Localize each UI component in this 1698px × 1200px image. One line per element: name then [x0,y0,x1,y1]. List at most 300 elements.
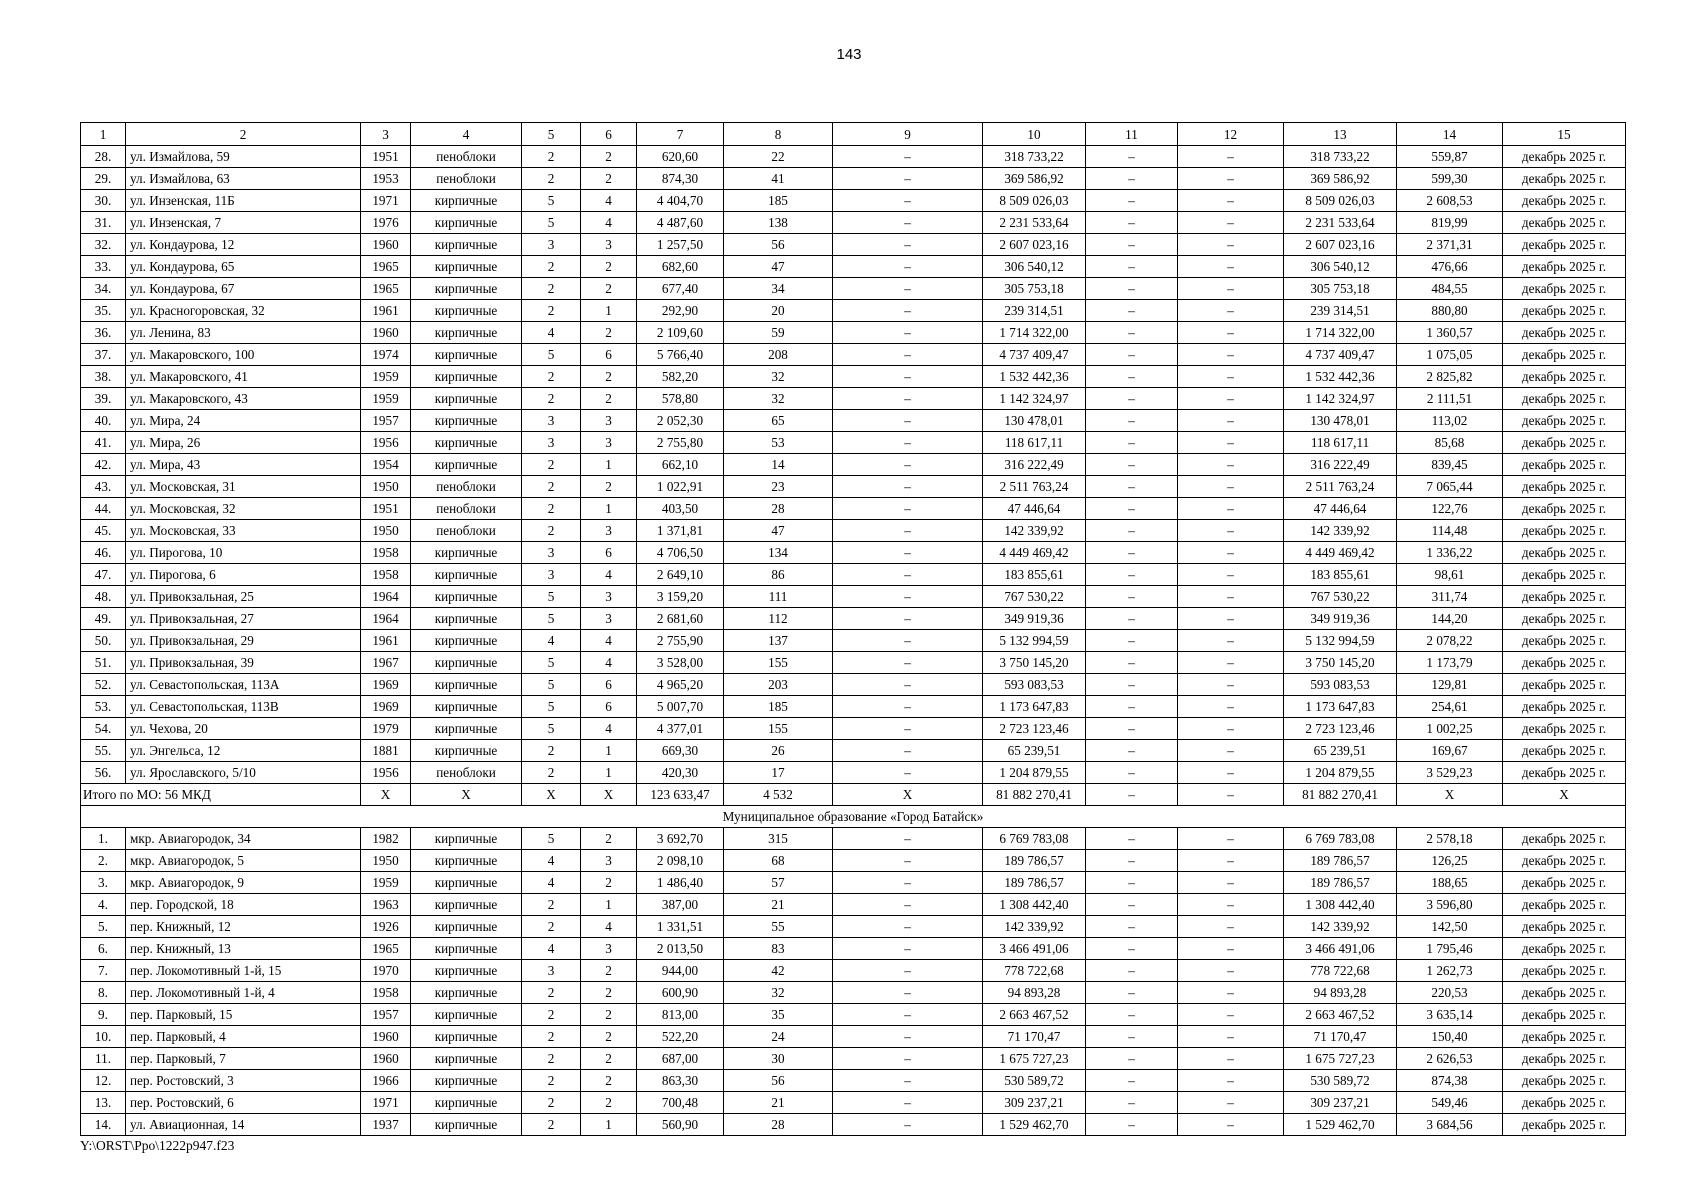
table-cell: 3 596,80 [1397,894,1503,916]
table-cell: – [1178,454,1284,476]
table-cell: 5 [522,212,581,234]
table-cell: 1976 [361,212,411,234]
table-cell: 5 [522,123,581,146]
table-cell: 17 [724,762,833,784]
table-cell: 1957 [361,410,411,432]
table-cell: 5 [522,190,581,212]
table-cell: 11 [1086,123,1178,146]
table-cell: 2 [581,1004,637,1026]
table-cell: 9. [81,1004,126,1026]
table-cell: – [1086,564,1178,586]
table-cell: 1 [581,1114,637,1136]
table-cell: декабрь 2025 г. [1503,1070,1626,1092]
table-cell: декабрь 2025 г. [1503,960,1626,982]
table-cell: 6 [581,696,637,718]
table-cell: 2 [581,982,637,1004]
table-cell: – [1178,894,1284,916]
table-cell: – [1086,960,1178,982]
table-cell: кирпичные [411,366,522,388]
table-cell: – [833,630,983,652]
table-cell: – [1178,476,1284,498]
table-cell: 47 [724,520,833,542]
table-cell: 126,25 [1397,850,1503,872]
table-cell: 183 855,61 [1284,564,1397,586]
table-cell: 582,20 [637,366,724,388]
table-cell: – [833,1004,983,1026]
table-cell: ул. Московская, 31 [126,476,361,498]
table-row [81,520,1626,542]
table-cell: 188,65 [1397,872,1503,894]
table-cell: – [1178,168,1284,190]
table-cell: 1961 [361,630,411,652]
table-cell: 8 509 026,03 [1284,190,1397,212]
table-cell: 2 [581,366,637,388]
table-cell: 47 446,64 [983,498,1086,520]
table-cell: декабрь 2025 г. [1503,696,1626,718]
table-cell: кирпичные [411,278,522,300]
table-cell: 1 714 322,00 [983,322,1086,344]
table-cell: декабрь 2025 г. [1503,256,1626,278]
table-cell: 30 [724,1048,833,1070]
table-cell: 4 377,01 [637,718,724,740]
table-cell: 32 [724,982,833,1004]
table-cell: 31. [81,212,126,234]
table-cell: ул. Севастопольская, 113В [126,696,361,718]
table-cell: – [1178,1026,1284,1048]
table-cell: 1982 [361,828,411,850]
table-row [81,652,1626,674]
table-cell: 2 [581,278,637,300]
table-cell: декабрь 2025 г. [1503,938,1626,960]
table-cell: – [833,894,983,916]
table-cell: декабрь 2025 г. [1503,168,1626,190]
table-cell: 142,50 [1397,916,1503,938]
table-cell: – [1178,586,1284,608]
table-cell: 2 578,18 [1397,828,1503,850]
table-cell: – [1178,432,1284,454]
table-cell: 813,00 [637,1004,724,1026]
table-cell: декабрь 2025 г. [1503,146,1626,168]
table-cell: кирпичные [411,344,522,366]
table-cell: – [1178,674,1284,696]
table-row [81,542,1626,564]
table-cell: – [833,1048,983,1070]
table-cell: 387,00 [637,894,724,916]
table-cell: 4 [522,938,581,960]
table-cell: 3 [522,432,581,454]
table-cell: пер. Парковый, 15 [126,1004,361,1026]
table-cell: 2 626,53 [1397,1048,1503,1070]
table-cell: 13. [81,1092,126,1114]
table-cell: 142 339,92 [1284,520,1397,542]
table-cell: Х [522,784,581,806]
table-cell: 52. [81,674,126,696]
table-cell: кирпичные [411,322,522,344]
table-cell: – [833,234,983,256]
data-table [80,122,1626,1136]
table-cell: 47. [81,564,126,586]
table-cell: 1 [581,762,637,784]
table-cell: кирпичные [411,718,522,740]
table-cell: 53. [81,696,126,718]
table-cell: 9 [833,123,983,146]
table-cell: – [1086,894,1178,916]
table-cell: 3 750 145,20 [983,652,1086,674]
table-cell: Х [1397,784,1503,806]
table-cell: 4 706,50 [637,542,724,564]
table-cell: – [833,938,983,960]
total-row [81,784,1626,806]
table-cell: 1959 [361,388,411,410]
table-cell: 4 [522,850,581,872]
table-cell: ул. Мира, 43 [126,454,361,476]
table-cell: 1960 [361,234,411,256]
table-row [81,630,1626,652]
table-row [81,388,1626,410]
table-cell: 578,80 [637,388,724,410]
table-cell: 2 [126,123,361,146]
table-cell: ул. Красногоровская, 32 [126,300,361,322]
table-cell: Итого по МО: 56 МКД [81,784,361,806]
table-cell: – [1178,960,1284,982]
table-cell: ул. Кондаурова, 12 [126,234,361,256]
table-cell: 71 170,47 [1284,1026,1397,1048]
table-cell: – [1086,982,1178,1004]
table-cell: 318 733,22 [1284,146,1397,168]
table-cell: кирпичные [411,300,522,322]
table-cell: – [1086,784,1178,806]
table-cell: 22 [724,146,833,168]
table-row [81,718,1626,740]
table-cell: 2 098,10 [637,850,724,872]
table-cell: – [1178,410,1284,432]
table-cell: 138 [724,212,833,234]
table-cell: 484,55 [1397,278,1503,300]
table-cell: 169,67 [1397,740,1503,762]
table-cell: – [1086,168,1178,190]
table-cell: 522,20 [637,1026,724,1048]
table-cell: 2 825,82 [1397,366,1503,388]
table-cell: 1 022,91 [637,476,724,498]
table-cell: 57 [724,872,833,894]
table-cell: – [833,278,983,300]
table-cell: 700,48 [637,1092,724,1114]
table-cell: 50. [81,630,126,652]
table-cell: 5 [522,652,581,674]
table-cell: 38. [81,366,126,388]
table-cell: 2 [581,168,637,190]
table-cell: 349 919,36 [983,608,1086,630]
table-cell: 24 [724,1026,833,1048]
table-cell: 42 [724,960,833,982]
table-cell: 2 [522,762,581,784]
table-cell: 1 532 442,36 [1284,366,1397,388]
table-cell: ул. Пирогова, 10 [126,542,361,564]
table-cell: – [1086,146,1178,168]
table-cell: 12. [81,1070,126,1092]
table-cell: 2 [522,1114,581,1136]
table-cell: кирпичные [411,388,522,410]
table-cell: 2 [581,388,637,410]
table-cell: 2 755,80 [637,432,724,454]
table-cell: – [1178,300,1284,322]
table-cell: 2 755,90 [637,630,724,652]
table-cell: – [1086,366,1178,388]
table-cell: 71 170,47 [983,1026,1086,1048]
table-cell: 1961 [361,300,411,322]
table-cell: 254,61 [1397,696,1503,718]
table-cell: 5 [522,344,581,366]
table-row [81,190,1626,212]
table-cell: 3 684,56 [1397,1114,1503,1136]
table-row [81,168,1626,190]
table-cell: – [833,520,983,542]
table-row [81,608,1626,630]
table-cell: кирпичные [411,1048,522,1070]
table-cell: пеноблоки [411,762,522,784]
table-row [81,1004,1626,1026]
table-cell: 1 336,22 [1397,542,1503,564]
table-cell: 2 [522,366,581,388]
table-cell: кирпичные [411,190,522,212]
table-row [81,1070,1626,1092]
table-cell: 1 675 727,23 [983,1048,1086,1070]
table-cell: – [1178,762,1284,784]
table-cell: – [833,1026,983,1048]
table-cell: 86 [724,564,833,586]
table-cell: Х [1503,784,1626,806]
table-cell: 65 [724,410,833,432]
table-cell: 2 [522,982,581,1004]
file-path-footer: Y:\ORST\Ppo\1222p947.f23 [80,1138,235,1153]
table-cell: пеноблоки [411,498,522,520]
table-cell: 1 529 462,70 [983,1114,1086,1136]
table-cell: 4 [411,123,522,146]
table-cell: 2 371,31 [1397,234,1503,256]
table-cell: кирпичные [411,872,522,894]
table-cell: 189 786,57 [1284,872,1397,894]
table-cell: 47 446,64 [1284,498,1397,520]
table-cell: декабрь 2025 г. [1503,322,1626,344]
table-cell: 14. [81,1114,126,1136]
table-cell: 6 769 783,08 [983,828,1086,850]
table-cell: 3 [522,542,581,564]
table-cell: 32 [724,388,833,410]
table-cell: 4 [581,212,637,234]
table-cell: пер. Локомотивный 1-й, 15 [126,960,361,982]
table-cell: – [1178,542,1284,564]
table-cell: 1969 [361,674,411,696]
table-cell: декабрь 2025 г. [1503,916,1626,938]
table-cell: – [833,608,983,630]
table-cell: 10 [983,123,1086,146]
table-cell: 662,10 [637,454,724,476]
table-cell: кирпичные [411,256,522,278]
table-cell: 6 [581,674,637,696]
table-cell: пер. Книжный, 12 [126,916,361,938]
table-cell: – [1086,190,1178,212]
table-cell: 2 [522,388,581,410]
table-cell: 37. [81,344,126,366]
table-cell: декабрь 2025 г. [1503,1092,1626,1114]
table-cell: 46. [81,542,126,564]
table-cell: – [833,344,983,366]
table-cell: – [1178,740,1284,762]
table-cell: – [833,652,983,674]
table-cell: ул. Инзенская, 11Б [126,190,361,212]
table-cell: 15 [1503,123,1626,146]
table-cell: пер. Локомотивный 1-й, 4 [126,982,361,1004]
table-cell: 42. [81,454,126,476]
table-cell: 4 [581,630,637,652]
table-cell: 29. [81,168,126,190]
table-cell: декабрь 2025 г. [1503,564,1626,586]
table-cell: 111 [724,586,833,608]
table-cell: 4 532 [724,784,833,806]
table-cell: 39. [81,388,126,410]
table-cell: – [1086,762,1178,784]
table-cell: – [1178,1048,1284,1070]
table-cell: декабрь 2025 г. [1503,762,1626,784]
table-cell: – [1086,542,1178,564]
table-cell: – [833,674,983,696]
table-cell: 1 331,51 [637,916,724,938]
table-cell: 118 617,11 [1284,432,1397,454]
table-cell: 309 237,21 [983,1092,1086,1114]
table-cell: 3 159,20 [637,586,724,608]
table-cell: кирпичные [411,564,522,586]
table-cell: 874,30 [637,168,724,190]
table-cell: кирпичные [411,674,522,696]
table-cell: – [833,872,983,894]
table-cell: 21 [724,894,833,916]
table-row [81,432,1626,454]
table-cell: 4 [581,564,637,586]
table-cell: 4 449 469,42 [983,542,1086,564]
table-row [81,982,1626,1004]
section-title-row [81,806,1626,828]
table-cell: 5 132 994,59 [1284,630,1397,652]
page-number: 143 [836,46,862,63]
table-row [81,1026,1626,1048]
table-row [81,322,1626,344]
table-cell: 239 314,51 [1284,300,1397,322]
table-cell: 1 [581,740,637,762]
table-cell: – [833,146,983,168]
table-row [81,894,1626,916]
table-cell: – [1178,366,1284,388]
table-row [81,960,1626,982]
table-cell: кирпичные [411,1114,522,1136]
table-cell: – [833,542,983,564]
table-cell: – [833,1092,983,1114]
table-cell: – [1178,784,1284,806]
table-cell: 41 [724,168,833,190]
table-cell: 2 607 023,16 [983,234,1086,256]
table-cell: 3 [581,410,637,432]
table-cell: 3 [581,520,637,542]
table-cell: декабрь 2025 г. [1503,212,1626,234]
table-cell: 778 722,68 [983,960,1086,982]
table-cell: 3 466 491,06 [1284,938,1397,960]
table-cell: 2 [522,454,581,476]
table-cell: 2 231 533,64 [1284,212,1397,234]
table-cell: – [833,454,983,476]
table-cell: 4 737 409,47 [1284,344,1397,366]
table-cell: 593 083,53 [1284,674,1397,696]
table-cell: 292,90 [637,300,724,322]
table-cell: 2 [522,1092,581,1114]
table-cell: декабрь 2025 г. [1503,718,1626,740]
table-cell: – [833,982,983,1004]
table-cell: мкр. Авиагородок, 34 [126,828,361,850]
table-cell: декабрь 2025 г. [1503,190,1626,212]
table-cell: ул. Ленина, 83 [126,322,361,344]
table-cell: 3 [581,850,637,872]
table-cell: 5 [522,828,581,850]
table-cell: 4. [81,894,126,916]
table-cell: 2 013,50 [637,938,724,960]
table-cell: кирпичные [411,960,522,982]
table-cell: 40. [81,410,126,432]
table-cell: пеноблоки [411,146,522,168]
table-cell: 45. [81,520,126,542]
table-cell: 1957 [361,1004,411,1026]
table-cell: пер. Парковый, 4 [126,1026,361,1048]
table-cell: 530 589,72 [1284,1070,1397,1092]
table-cell: ул. Привокзальная, 39 [126,652,361,674]
table-cell: пер. Ростовский, 3 [126,1070,361,1092]
table-cell: – [1086,322,1178,344]
table-cell: 7 065,44 [1397,476,1503,498]
table-cell: 94 893,28 [1284,982,1397,1004]
table-row [81,212,1626,234]
table-cell: 2 [522,1070,581,1092]
table-cell: 2 [522,278,581,300]
table-cell: 2 723 123,46 [1284,718,1397,740]
table-cell: ул. Измайлова, 59 [126,146,361,168]
table-cell: Х [411,784,522,806]
table-cell: 28 [724,498,833,520]
table-cell: 239 314,51 [983,300,1086,322]
table-cell: 130 478,01 [983,410,1086,432]
table-cell: 2 [522,1048,581,1070]
table-cell: 55 [724,916,833,938]
table-cell: кирпичные [411,982,522,1004]
table-cell: – [1086,212,1178,234]
table-cell: 559,87 [1397,146,1503,168]
table-cell: 1881 [361,740,411,762]
table-cell: – [1178,938,1284,960]
table-cell: декабрь 2025 г. [1503,982,1626,1004]
table-cell: – [833,300,983,322]
table-cell: – [833,740,983,762]
table-cell: кирпичные [411,542,522,564]
table-cell: 476,66 [1397,256,1503,278]
table-cell: 150,40 [1397,1026,1503,1048]
table-row [81,916,1626,938]
table-cell: декабрь 2025 г. [1503,872,1626,894]
table-cell: 1963 [361,894,411,916]
table-cell: 1 204 879,55 [983,762,1086,784]
table-cell: 8. [81,982,126,1004]
table-cell: декабрь 2025 г. [1503,366,1626,388]
table-cell: 56 [724,234,833,256]
table-cell: кирпичные [411,212,522,234]
table-cell: 2 [522,256,581,278]
table-row [81,1048,1626,1070]
table-cell: декабрь 2025 г. [1503,234,1626,256]
